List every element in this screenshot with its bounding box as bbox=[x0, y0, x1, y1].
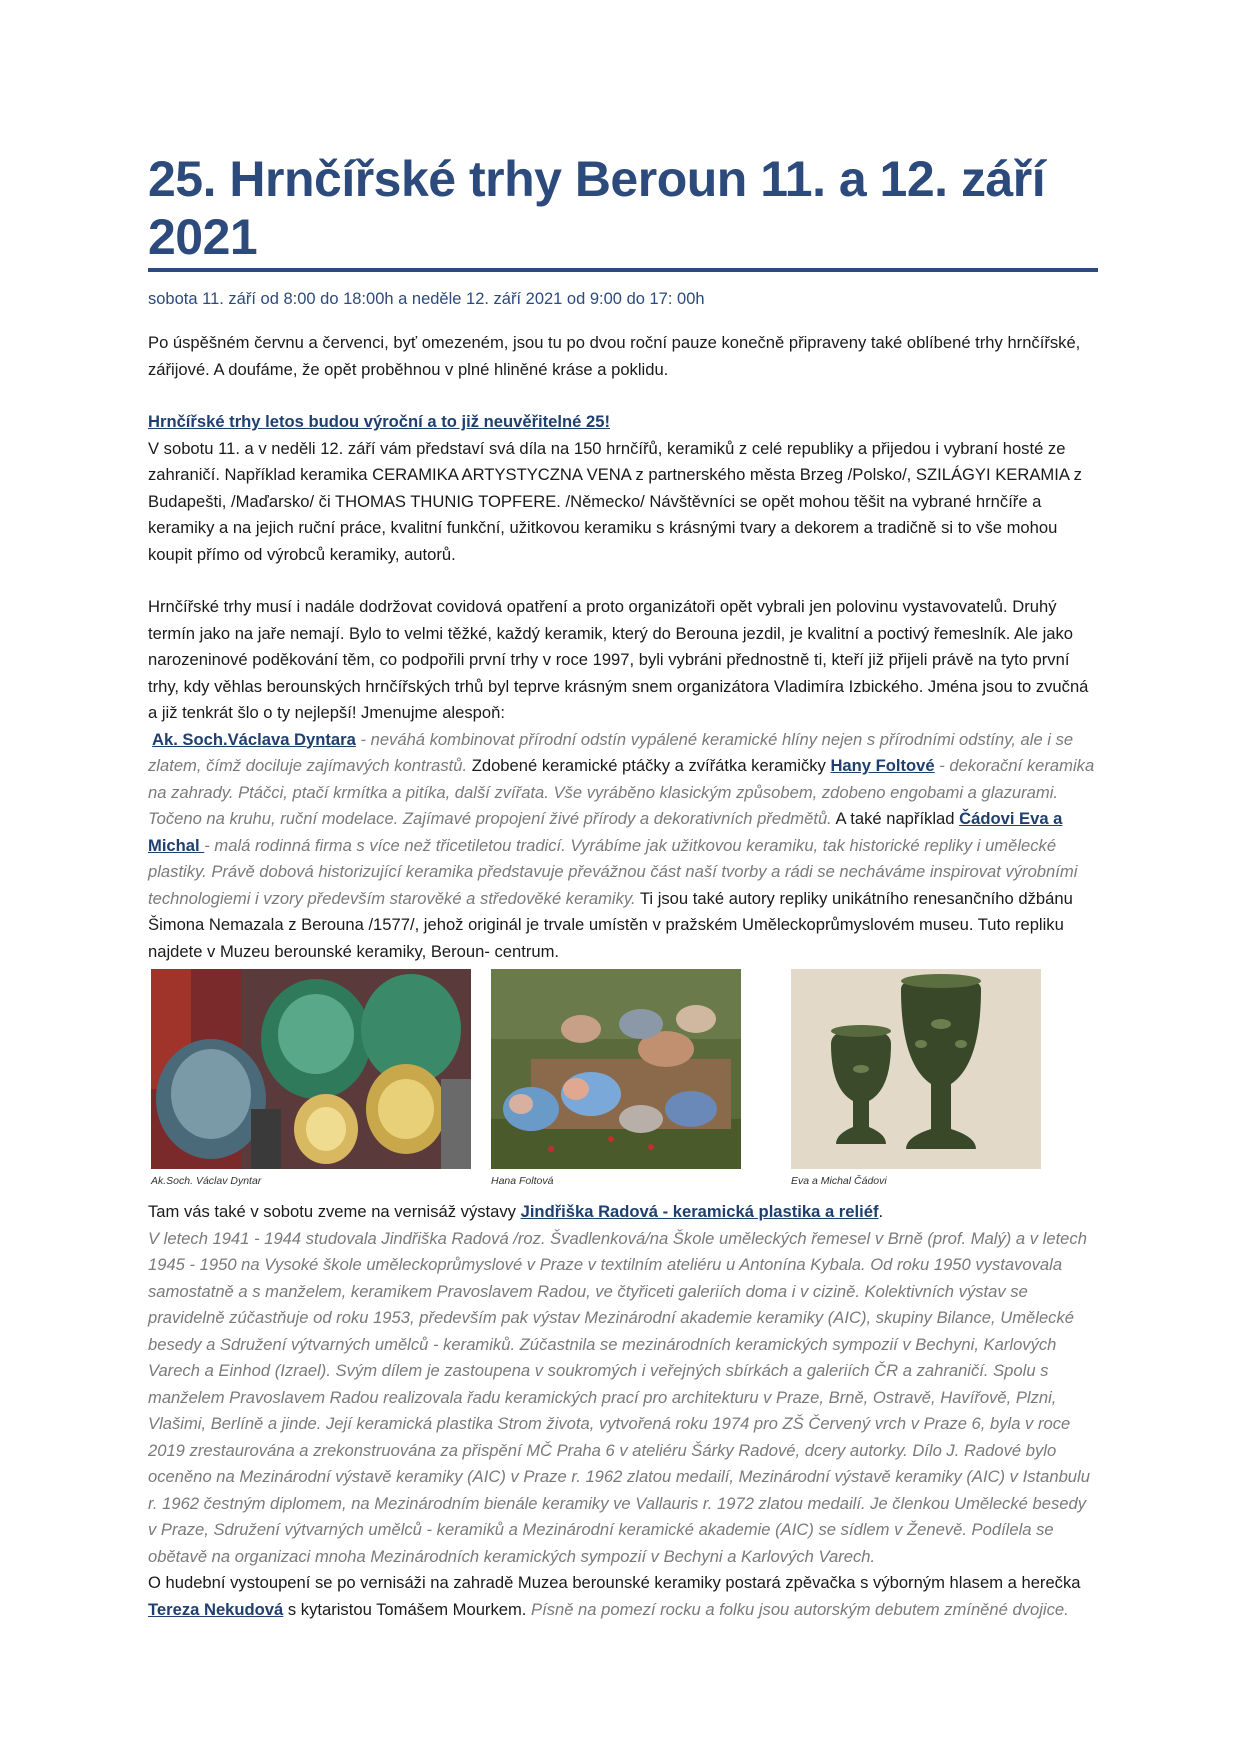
radova-exhibition-link[interactable]: Jindřiška Radová - keramická plastika a reliéf bbox=[520, 1202, 879, 1221]
nekudova-link[interactable]: Tereza Nekudová bbox=[148, 1599, 284, 1619]
dyntar-link[interactable]: Ak. Soch.Václava Dyntara bbox=[152, 729, 356, 749]
dyntar-description: - neváhá kombinovat přírodní odstín vypálené keramické hlíny nejen s přírodními odstíny, ale i se zlatem, čímž dociluje zajímavých kontrastů. bbox=[148, 729, 1074, 775]
radova-biography: V letech 1941 - 1944 studovala Jindřiška Radová /roz. Švadlenková/na Škole uměleckých řemesel v Brně (prof. Malý) a v letech 1945 - 1950 na Vysoké škole uměleckoprůmyslové v Praze v textilním ateliéru u Antonína Kybala. Od roku 1950 vystavovala samostatně a s manželem, keramikem Pravoslavem Radou, ve čtyřiceti galeriích doma i v cizině. Kolektivních výstav se pravidelně zúčastňuje od roku 1953, především pak výstav Mezinárodní akademie keramiky (AIC), skupiny Bilance, Umělecké besedy a Sdružení výtvarných umělců - keramiků. Zúčastnila se mezinárodních keramických sympozií v Bechyni, Karlových Varech a Einhod (Izrael). Svým dílem je zastoupena v soukromých i veřejných sbírkách a galeriích ČR a zahraničí. Spolu s manželem Pravoslavem Radou realizovala řadu keramických prací pro architekturu v Praze, Brně, Ostravě, Havířově, Plzni, Vlašimi, Berlíně a jinde. Její keramická plastika Strom života, vytvořená roku 1974 pro ZŠ Červený vrch v Praze 6, byla v roce 2019 zrestaurována a zrekonstruována za přispění MČ Praha 6 v ateliéru Šárky Radové, dcery autorky. Dílo J. Radové bylo oceněno na Mezinárodní výstavě keramiky (AIC) v Praze r. 1962 zlatou medailí, Mezinárodní výstavě keramiky (AIC) v Istanbulu r. 1962 čestným diplomem, na Mezinárodním bienále keramiky ve Vallauris r. 1972 zlatou medailí. Je členkou Umělecké besedy v Praze, Sdružení výtvarných umělců - keramiků a Mezinárodní keramické akademie (AIC) se sídlem v Ženevě. Podílela se obětavě na organizaci mnoha Mezinárodních keramických sympozií v Bechyni a Karlových Varech. bbox=[148, 1228, 1090, 1566]
event-dates: sobota 11. září od 8:00 do 18:00h a neděle 12. září 2021 od 9:00 do 17: 00h bbox=[148, 290, 705, 308]
cadovi-description: - malá rodinná firma s více než třicetiletou tradicí. Vyrábíme jak užitkovou keramiku, tak historické repliky i umělecké plastiky. Právě dobová historizující keramika představuje převážnou část naší tvorby a rádi se necháváme inspirovat výrobními technologiemi i vzory především starověké a středověké keramiky. bbox=[148, 835, 1078, 908]
ceramic-goblets-image bbox=[791, 969, 1041, 1169]
photo-dyntar bbox=[151, 969, 471, 1169]
photo-cadovi bbox=[791, 969, 1041, 1169]
vernissage-paragraph bbox=[148, 1199, 1098, 1623]
ceramic-jugs-image bbox=[151, 969, 471, 1169]
document-page bbox=[148, 150, 1098, 1623]
music-after: s kytaristou Tomášem Mourkem. bbox=[283, 1599, 532, 1619]
covid-paragraph bbox=[148, 594, 1098, 965]
music-intro: O hudební vystoupení se po vernisáži na zahradě Muzea berounské keramiky postará zpěvačka s výborným hlasem a herečka bbox=[148, 1573, 1081, 1592]
foltova-link[interactable]: Hany Foltové bbox=[830, 756, 935, 775]
caption-foltova: Hana Foltová bbox=[491, 1175, 554, 1187]
vernissage-intro: Tam vás také v sobotu zveme na vernisáž výstavy bbox=[148, 1202, 521, 1221]
replica-text: Ti jsou také autory repliky unikátního renesančního džbánu Šimona Nemazala z Berouna /1577/, jehož originál je trvale umístěn v pražském Uměleckoprůmyslovém museu. Tuto repliku najdete v Muzeu berounské keramiky, Beroun- centrum. bbox=[148, 888, 1073, 961]
photo-foltova bbox=[491, 969, 741, 1169]
covid-text: Hrnčířské trhy musí i nadále dodržovat covidová opatření a proto organizátoři opět vybrali jen polovinu vystavovatelů. Druhý termín jako na jaře nemají. Bylo to velmi těžké, každý keramik, který do Berouna jezdil, je kvalitní a poctivý řemeslník. Ale jako narozeninové poděkování těm, co podpořili první trhy v roce 1997, byli vybráni přednostně ti, kteří již přijeli právě na tyto první trhy, kdy věhlas berounských hrnčířských trhů byl teprve krásným snem organizátora Vladimíra Izbického. Jména jsou to zvučná a již tenkrát šlo o ty nejlepší! Jmenujme alespoň: bbox=[148, 597, 1089, 722]
anniversary-heading-link[interactable]: Hrnčířské trhy letos budou výroční a to již neuvěřitelné 25! bbox=[148, 412, 610, 431]
music-description: Písně na pomezí rocku a folku jsou autorským debutem zmíněné dvojice. bbox=[531, 1599, 1069, 1619]
vernissage-period: . bbox=[878, 1202, 884, 1221]
foltova-description: - dekorační keramika na zahrady. Ptáčci, ptačí krmítka a pitíka, další zvířata. Vše vyráběno klasickým způsobem, zdobeno engobami a glazurami. Točeno na kruhu, ruční modelace. Zajímavé propojení živé přírody a dekorativních předmětů. bbox=[148, 756, 1095, 828]
intro-paragraph: Po úspěšném červnu a červenci, byť omezeném, jsou tu po dvou roční pauze konečně připraveny také oblíbené trhy hrnčířské, zářijové. A doufáme, že opět proběhnou v plné hliněné kráse a poklidu. bbox=[148, 333, 1081, 379]
foltova-intro: Zdobené keramické ptáčky a zvířátka keramičky bbox=[467, 756, 831, 775]
cadovi-link[interactable]: Čádovi Eva a Michal bbox=[148, 809, 1063, 855]
caption-dyntar: Ak.Soch. Václav Dyntar bbox=[151, 1175, 262, 1187]
ceramic-birds-image bbox=[491, 969, 741, 1169]
caption-cadovi: Eva a Michal Čádovi bbox=[791, 1175, 887, 1187]
anniversary-paragraph: V sobotu 11. a v neděli 12. září vám představí svá díla na 150 hrnčířů, keramiků z celé republiky a přijedou i vybraní hosté ze zahraničí. Například keramika CERAMIKA ARTYSTYCZNA VENA z partnerského města Brzeg /Polsko/, SZILÁGYI KERAMIA z Budapešti, /Maďarsko/ či THOMAS THUNIG TOPFERE. /Německo/ Návštěvníci se opět mohou těšit na vybrané hrnčíře a keramiky a na jejich ruční práce, kvalitní funkční, užitkovou keramiku s krásnými tvary a dekorem a tradičně si to vše mohou koupit přímo od výrobců keramiky, autorů. bbox=[148, 438, 1082, 564]
page-title: 25. Hrnčířské trhy Beroun 11. a 12. září 2021 bbox=[148, 150, 1098, 272]
cadovi-intro: A také například bbox=[831, 809, 960, 828]
photo-row bbox=[148, 969, 1098, 1199]
